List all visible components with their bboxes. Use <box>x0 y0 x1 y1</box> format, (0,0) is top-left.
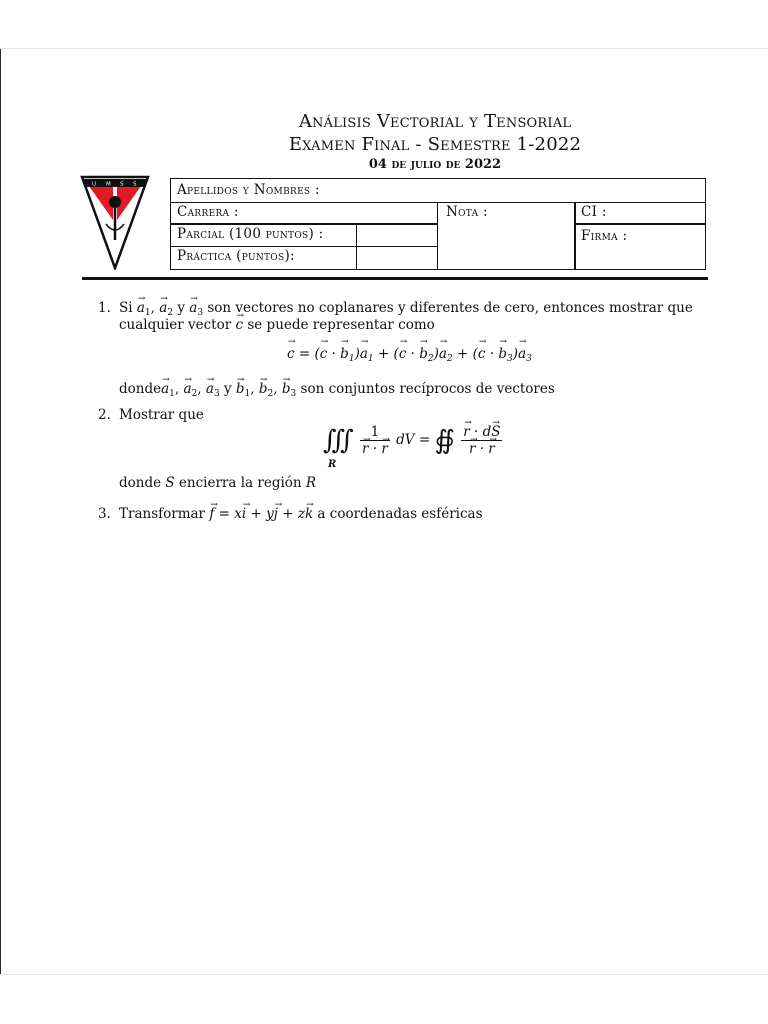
integral-region-subscript: R <box>328 459 337 470</box>
page-top-border <box>0 48 768 49</box>
header-divider <box>82 277 708 280</box>
logo-letter-m: M <box>106 181 111 188</box>
exam-date: 04 de julio de 2022 <box>368 157 502 172</box>
ci-label: CI : <box>581 204 607 220</box>
logo-letter-u: U <box>92 181 97 188</box>
question-3-text: Transformar → f = x→ i + y→ j + z→ k a coordenadas esféricas <box>119 506 483 523</box>
integrand-fraction: 1 → r · → r <box>360 424 390 457</box>
question-2-note: donde S encierra la región R <box>119 475 317 491</box>
university-logo <box>80 174 150 270</box>
name-label: Apellidos y Nombres : <box>177 182 320 198</box>
practice-score-field[interactable] <box>356 246 439 271</box>
page-bottom-border <box>0 974 768 975</box>
grade-label: Nota : <box>446 204 488 220</box>
logo-torch-flame <box>109 196 121 208</box>
question-1-note: donde→ $a_1$, → $a_2$, → $a_3$ $y \to b_1$, → $b_2$, → $b_3$ son conjuntos recíprocos de vectores <box>119 381 699 403</box>
question-1-number: 1. <box>98 300 111 316</box>
question-2-text: Mostrar que <box>119 407 204 423</box>
logo-letter-s2: S <box>133 181 137 188</box>
question-2-formula: ∭ 1 → r · → r dV = ∯ → r · d→ S → r · → r <box>323 424 504 470</box>
question-2-number: 2. <box>98 407 111 423</box>
partial-score-field[interactable] <box>356 223 439 247</box>
logo-letter-s1: S <box>120 181 124 188</box>
exam-header <box>200 110 670 174</box>
partial-label: Parcial (100 puntos) : <box>177 226 324 242</box>
question-1-formula: → c = (→ c · → $b_1)\to a_1$ + (→ c · → $b_2)\to a_2$ + (→ c · → $b_3)\to a_3$ <box>287 346 532 364</box>
career-label: Carrera : <box>177 204 239 220</box>
course-title: Análisis Vectorial y Tensorial <box>298 111 572 132</box>
signature-label: Firma : <box>581 228 628 244</box>
question-1-line-1: $Si \to a_1$, → $a_2$ $y \to a_3$ son vectores no coplanares y diferentes de cero, entonces mostrar que <box>119 300 699 322</box>
surface-integral-symbol: ∯ <box>434 425 455 456</box>
triple-integral-symbol: ∭ <box>323 425 354 456</box>
question-3-number: 3. <box>98 506 111 522</box>
page-left-edge <box>0 49 1 974</box>
surface-fraction: → r · d→ S → r · → r <box>461 424 502 457</box>
student-info-table <box>170 178 706 270</box>
exam-title: Examen Final - Semestre 1-2022 <box>288 134 582 155</box>
practice-label: Práctica (puntos): <box>177 248 295 264</box>
question-1-line-2: cualquier vector → c se puede representar como <box>119 317 699 334</box>
